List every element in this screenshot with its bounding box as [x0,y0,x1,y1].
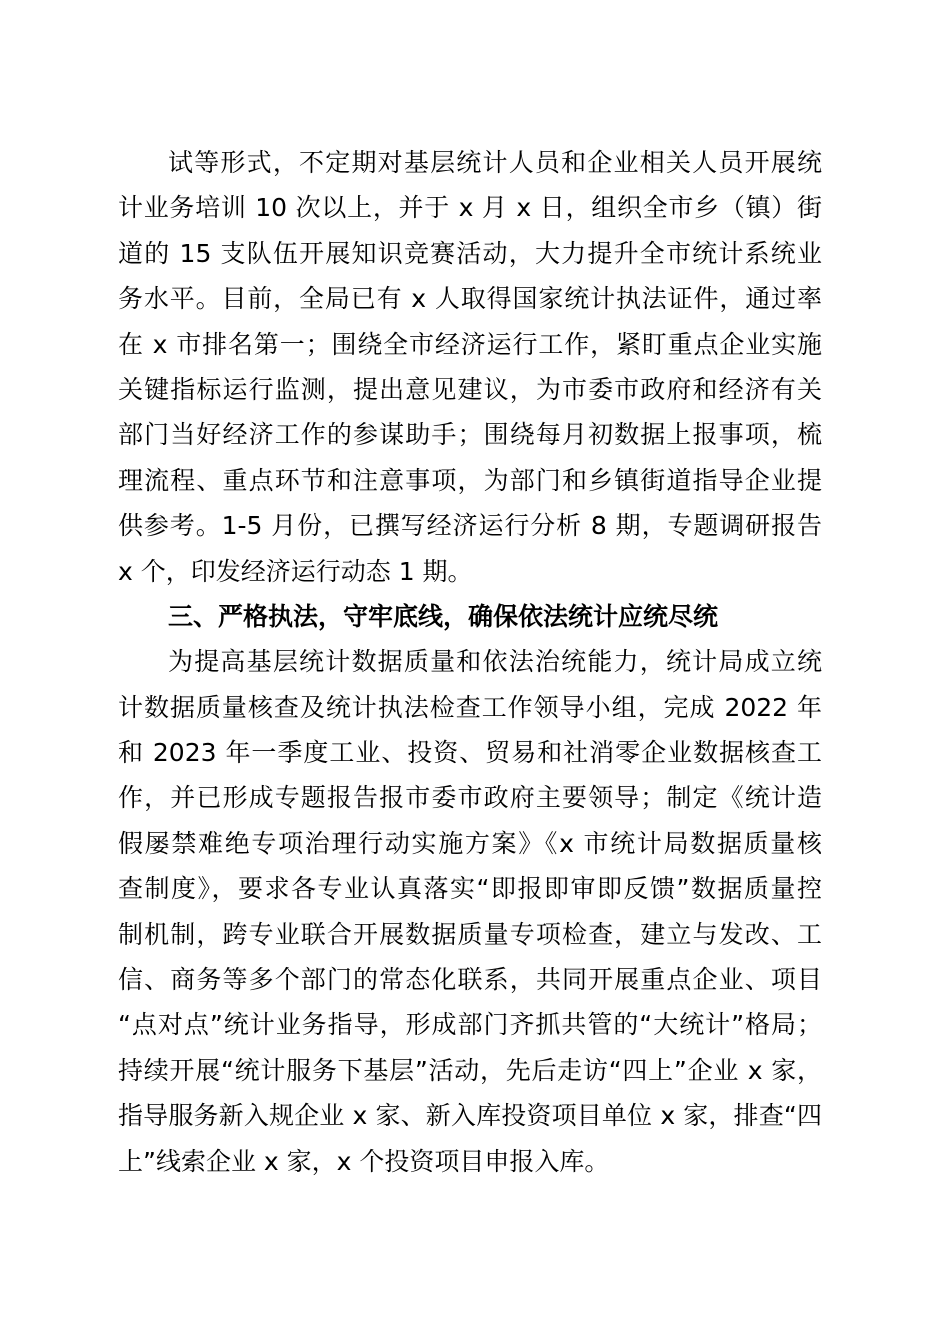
paragraph-1-line: 在 x 市排名第一；围绕全市经济运行工作，紧盯重点企业实施 [118,329,822,359]
paragraph-1-line: x 个，印发经济运行动态 1 期。 [118,556,473,586]
paragraph-1-line: 试等形式，不定期对基层统计人员和企业相关人员开展统 [168,148,822,177]
paragraph-1-line: 关键指标运行监测，提出意见建议，为市委市政府和经济有关 [118,374,822,404]
paragraph-2-line: 计数据质量核查及统计执法检查工作领导小组，完成 2022 年 [118,692,822,722]
paragraph-2-line: “点对点”统计业务指导，形成部门齐抓共管的“大统计”格局； [118,1010,822,1040]
paragraph-2-line: 作，并已形成专题报告报市委市政府主要领导；制定《统计造 [118,783,822,813]
paragraph-2-line: 查制度》，要求各专业认真落实“即报即审即反馈”数据质量控 [118,874,822,904]
paragraph-2-line: 信、商务等多个部门的常态化联系，共同开展重点企业、项目 [118,965,822,995]
paragraph-2-line: 制机制，跨专业联合开展数据质量专项检查，建立与发改、工 [118,919,822,949]
paragraph-1-line: 部门当好经济工作的参谋助手；围绕每月初数据上报事项，梳 [118,420,822,450]
paragraph-2-line: 假屡禁难绝专项治理行动实施方案》《x 市统计局数据质量核 [118,828,822,858]
paragraph-1-line: 道的 15 支队伍开展知识竞赛活动，大力提升全市统计系统业 [118,238,822,268]
paragraph-2-line: 持续开展“统计服务下基层”活动，先后走访“四上”企业 x 家， [118,1055,822,1085]
document-body [118,140,822,1184]
paragraph-2-line: 和 2023 年一季度工业、投资、贸易和社消零企业数据核查工 [118,738,822,768]
paragraph-1-line: 供参考。1-5 月份，已撰写经济运行分析 8 期，专题调研报告 [118,511,822,541]
paragraph-1-line: 计业务培训 10 次以上，并于 x 月 x 日，组织全市乡（镇）街 [118,193,822,223]
paragraph-1-line: 理流程、重点环节和注意事项，为部门和乡镇街道指导企业提 [118,465,822,495]
paragraph-1-line: 务水平。目前，全局已有 x 人取得国家统计执法证件，通过率 [118,284,822,314]
paragraph-2-line: 上”线索企业 x 家，x 个投资项目申报入库。 [118,1146,610,1176]
paragraph-2-line: 为提高基层统计数据质量和依法治统能力，统计局成立统 [168,647,822,677]
paragraph-2-line: 指导服务新入规企业 x 家、新入库投资项目单位 x 家，排查“四 [118,1101,822,1131]
section-heading: 三、严格执法，守牢底线，确保依法统计应统尽统 [168,601,719,631]
